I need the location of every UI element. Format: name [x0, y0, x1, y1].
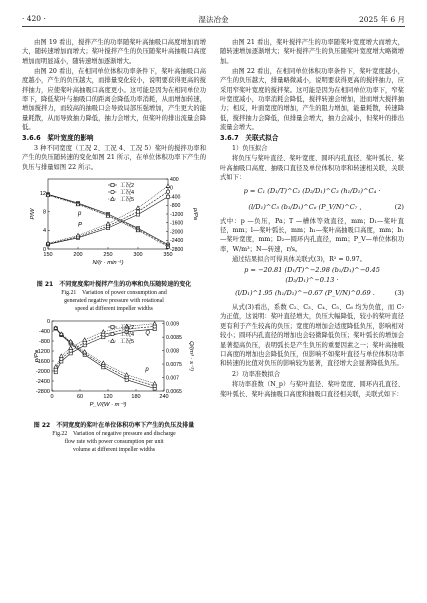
equation-2-cont: [220, 201, 404, 215]
data-point: [101, 361, 105, 364]
x-tick-label: 120: [103, 393, 113, 400]
y2-tick-label: 0.008: [166, 348, 179, 355]
y2-tick-label: 0.007: [166, 374, 179, 381]
y-tick-label: 8: [42, 209, 46, 216]
legend-label: 工况5: [120, 197, 135, 204]
paragraph: 式中：p —负压，Pa；T —槽体等效直径，mm；D₁—桨叶直径，mm；l—桨叶弧长，mm；h₁—桨叶高抽吸口高度，mm；b₁—桨叶宽度，mm；D₂—圆环内孔直径，mm；P_V—单位体积功率，W/m³；N—转速，r/s。: [220, 217, 404, 253]
y-tick-label: 4: [42, 228, 46, 235]
series-line: [48, 195, 168, 246]
data-point: [106, 222, 110, 225]
y2-tick-label: -2000: [170, 229, 184, 236]
journal-name: 湿法冶金: [198, 15, 229, 24]
paragraph: 由图 22 看出，在相同单位体积功率条件下，桨叶宽度越小，产生的负压越大，排量略微减小，说明要获得更高的搅拌抽力，应采用窄桨叶宽度的搅拌桨。这可能是因为在相同单位功率下，窄桨叶宽度减小，功率消耗会降低，搅拌转速会增加，进而增大搅拌抽力；相反，叶面宽度的增加，产生的阻力增加，能量耗散，转速降低，搅拌抽力会降低，但排量会增大，抽力会减小，但桨叶的排出流量会增大。: [220, 67, 404, 132]
data-point: [125, 372, 129, 375]
figure-22-chart: [22, 317, 206, 417]
x-tick-label: 60: [76, 393, 84, 400]
y-tick-label: 0: [46, 318, 50, 325]
running-header: [22, 12, 405, 27]
y-tick-label: 0: [42, 246, 46, 253]
x-tick-label: 200: [73, 252, 83, 259]
paragraph: 3 种不同宽度（工况 2、工况 4、工况 5）桨叶的搅拌功率和产生的负压随转速的变化如图 21 所示，在单位体积功率下产生的负压与排量如图 22 所示。: [22, 144, 206, 171]
y-tick-label: -2800: [35, 388, 50, 395]
data-point: [101, 329, 105, 332]
data-point: [83, 349, 87, 352]
x-tick-label: 180: [131, 393, 141, 400]
x-tick-label: 350: [163, 252, 173, 259]
paragraph: 从式(3)看出，系数 C₂、C₃、C₄、C₅、C₆ 均为负值，而 C₇ 为正值，这说明：桨叶直径增大，负压大幅降低，较小的桨叶直径更有利于产生较高的负压；宽度的增加会适度降低负压，影响相对较小；圆环内孔直径的增加也会轻微降低负压；桨叶弧长的增加会显著提高负压，表明弧长是产生负压的重要因素之一；桨叶高抽吸口高度的增加也会降低负压，但影响不如桨叶直径与单位体积功率和转速的比值对负压的影响较为显著，直径增大会显著降低负压。: [220, 303, 404, 368]
x-tick-label: 0: [50, 393, 54, 400]
y2-tick-label: 0.0065: [166, 388, 182, 395]
y-tick-label: -400: [38, 328, 50, 335]
x-tick-label: 250: [103, 252, 113, 259]
equation-line: (l/D₁)^C₅ (b₁/D₁)^C₆ (P_V/N)^C₇ ,: [248, 202, 362, 211]
y-tick-label: -1200: [35, 348, 50, 355]
equation-2: [220, 185, 404, 199]
y2-tick-label: 0.0075: [166, 361, 182, 368]
equation-line: p = −20.81 (D₁/T)^−2.98 (b₁/D₁)^−0.45 (D₂/D₁)^−0.13 ·: [244, 266, 380, 284]
caption-en: Fig.22 Variation of negative pressure and discharge: [52, 431, 176, 437]
legend-label: 工况2: [120, 324, 135, 331]
y-tick-label: -2000: [35, 368, 50, 375]
data-point: [111, 197, 115, 200]
y-tick-label: -1600: [35, 358, 50, 365]
y2-tick-label: -2800: [170, 246, 184, 253]
equation-number: (3): [394, 289, 404, 298]
y2-tick-label: 0.009: [166, 321, 179, 328]
data-point: [111, 190, 114, 193]
figure-21-caption: [22, 281, 206, 313]
paragraph: 由图 20 看出，在相同单位体积功率条件下，桨叶高抽吸口高度越小，产生的负压越大，而排量变化较小，说明要获得更高的搅拌抽力，应使桨叶高抽吸口高度更小。这可能是因为在相同单位功率下，降低桨叶与抽吸口的距离会降低功率消耗，从而增加转速，增加搅拌力，而较高的抽吸口会导致局部压强增加，产生更大的能量耗散，从而导致抽力降低，抽力会增大，但桨叶的排出流量会降低。: [22, 67, 206, 132]
page-number: · 420 ·: [22, 14, 46, 23]
caption-en: generated negative pressure with rotational: [64, 297, 164, 304]
issue-date: 2025 年 6 月: [358, 15, 405, 24]
caption-en: Fig.21 Variation of power consumption and: [61, 289, 167, 296]
equation-line: (l/D₁)^1.95 (h₁/D₁)^−0.67 (P_V/N)^0.69 .: [235, 289, 375, 298]
equation-3-cont: [220, 287, 404, 301]
y-tick-label: -800: [38, 338, 50, 345]
annotation: Q: [145, 330, 151, 337]
y2-tick-label: -800: [170, 203, 181, 210]
y-tick-label: -2400: [35, 378, 50, 385]
y2-tick-label: 400: [170, 176, 179, 183]
paragraph: 将功率准数（N_p）与桨叶直径、桨叶宽度、圆环内孔直径、桨叶弧长、桨叶高抽吸口高度和抽吸口直径相关联，关联式如下：: [220, 381, 404, 398]
y2-tick-label: 0.0085: [166, 334, 182, 341]
data-point: [166, 190, 169, 193]
subsection-heading: 2）功率准数拟合: [232, 370, 281, 378]
y2-tick-label: -1600: [170, 220, 184, 227]
y2-tick-label: -400: [170, 194, 181, 201]
subsection-heading: 1）负压拟合: [232, 144, 268, 152]
legend-label: 工况4: [120, 190, 135, 197]
section-heading: 3.6.6 桨叶宽度的影响: [22, 133, 94, 142]
section-heading: 3.6.7 关联式拟合: [220, 133, 279, 142]
x-axis-label: N/(r · min⁻¹): [92, 260, 124, 267]
annotation: p: [145, 366, 149, 373]
caption-en: speed at different impeller widths: [75, 305, 153, 312]
legend-label: 工况2: [120, 183, 135, 190]
right-column: [220, 38, 404, 400]
data-point: [69, 346, 73, 349]
y2-tick-label: -1200: [170, 211, 184, 218]
data-point: [136, 210, 139, 213]
data-point: [111, 332, 114, 335]
equation-3: [220, 266, 404, 285]
y2-tick-label: -2400: [170, 238, 184, 245]
paragraph: 由图 19 看出，搅拌产生的功率随桨叶高抽吸口高度增加而增大，随转速增加而增大；桨叶搅拌产生的负压随桨叶高抽吸口高度增加而明显减小，随转速增加逐渐增大。: [22, 39, 206, 65]
paragraph: 通过结果拟合可得具体关联式(3)，R² = 0.97。: [232, 255, 366, 263]
y-axis-label: p/Pa: [34, 349, 40, 362]
x-tick-label: 300: [133, 252, 143, 259]
y2-axis-label: p/Pa: [192, 208, 198, 221]
caption-zh: 图 22 不同宽度的桨叶在单位体积功率下产生的负压及排量: [33, 422, 195, 429]
legend-label: 工况5: [120, 338, 135, 345]
data-point: [166, 195, 169, 198]
data-point: [111, 184, 114, 187]
data-point: [76, 234, 80, 237]
figure-21: [22, 175, 206, 278]
caption-en: volume at different impeller widths: [73, 447, 155, 453]
y-tick-label: 12: [39, 190, 46, 197]
annotation: p: [78, 211, 82, 218]
series-line: [48, 195, 168, 247]
figure-22: [22, 317, 206, 420]
data-point: [153, 321, 157, 324]
y-axis-label: P/W: [30, 208, 36, 220]
x-axis-label: P_V/(W · m⁻³): [89, 401, 127, 408]
y2-axis-label: Q/(m³ · s⁻¹): [188, 340, 194, 371]
x-tick-label: 240: [159, 393, 169, 400]
figure-21-chart: [22, 175, 206, 275]
legend-label: 工况4: [120, 331, 135, 338]
paragraph: 将负压与桨叶直径、桨叶宽度、圆环内孔直径、桨叶弧长、桨叶高抽吸口高度、抽吸口直径及单位体积功率和转速相关联，关联式如下：: [220, 155, 404, 182]
data-point: [59, 354, 63, 357]
figure-22-caption: [22, 422, 206, 454]
paragraph: 由图 21 看出，桨叶搅拌产生的功率随桨叶宽度增大而增大，随转速增加逐渐增大；桨叶搅拌产生的负压随桨叶宽度增大略微增加。: [220, 39, 404, 65]
equation-line: p = C₁ (D₁/T)^C₂ (D₂/D₁)^C₃ (h₁/D₁)^C₄ ·: [243, 186, 381, 195]
x-tick-label: 150: [43, 252, 53, 259]
equation-number: (2): [394, 202, 404, 211]
caption-en: flow rate with power consumption per unit: [64, 439, 164, 445]
data-point: [136, 206, 140, 209]
y2-tick-label: 0: [170, 185, 173, 192]
annotation: P: [78, 222, 83, 229]
left-column: [22, 38, 206, 458]
data-point: [111, 325, 114, 328]
caption-zh: 图 21 不同宽度桨叶搅拌产生的功率和负压随转速的变化: [36, 280, 192, 288]
